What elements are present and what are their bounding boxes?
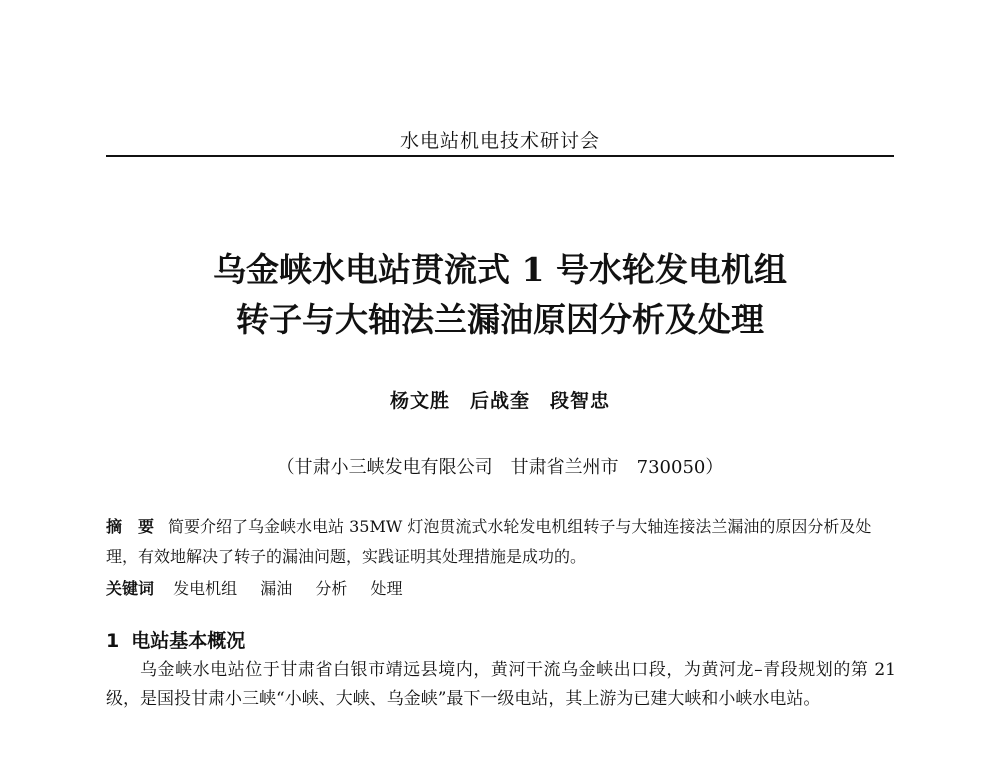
header-rule — [106, 155, 894, 157]
keyword: 处理 — [370, 579, 403, 598]
keyword: 漏油 — [260, 579, 293, 598]
keyword: 发电机组 — [173, 579, 238, 598]
title-line-1: 乌金峡水电站贯流式 1 号水轮发电机组 — [213, 250, 787, 289]
section-title: 电站基本概况 — [131, 630, 246, 652]
section-paragraph: 乌金峡水电站位于甘肃省白银市靖远县境内，黄河干流乌金峡出口段，为黄河龙–青段规划的第 21 级，是国投甘肃小三峡“小峡、大峡、乌金峡”最下一级电站，其上游为已建大峡和小峡水电站。 — [106, 660, 896, 709]
section-number: 1 — [106, 630, 120, 652]
paper-title — [0, 245, 1000, 345]
abstract — [106, 512, 896, 572]
keyword: 分析 — [315, 579, 348, 598]
keywords — [106, 574, 896, 604]
affiliation: （甘肃小三峡发电有限公司 甘肃省兰州市 730050） — [276, 457, 724, 478]
abstract-text: 简要介绍了乌金峡水电站 35MW 灯泡贯流式水轮发电机组转子与大轴连接法兰漏油的原因分析及处理，有效地解决了转子的漏油问题，实践证明其处理措施是成功的。 — [106, 517, 872, 566]
abstract-label: 摘 要 — [106, 517, 155, 536]
section-heading — [106, 626, 245, 653]
title-line-2: 转子与大轴法兰漏油原因分析及处理 — [236, 300, 764, 339]
keywords-label: 关键词 — [106, 579, 155, 598]
running-header: 水电站机电技术研讨会 — [399, 130, 600, 152]
authors: 杨文胜 后战奎 段智忠 — [389, 390, 610, 412]
